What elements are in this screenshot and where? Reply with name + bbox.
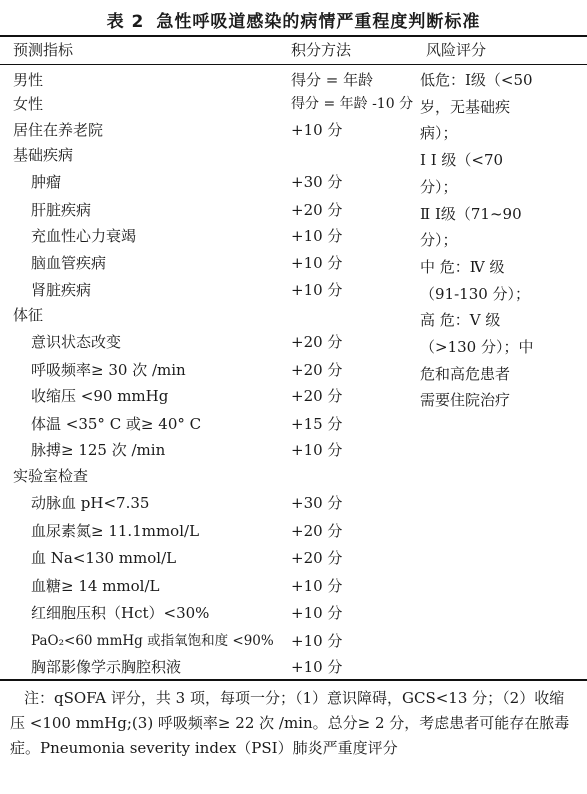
table-row [0,67,410,94]
table-row [0,302,410,329]
table-row [0,437,410,464]
indicator-cell: 脉搏≥ 125 次 /min [31,441,166,459]
score-cell: +10 分 [291,281,343,299]
table-row [0,91,414,118]
table-row [0,654,410,681]
indicator-cell: 女性 [13,95,44,113]
risk-line: 岁，无基础疾 [420,97,511,116]
risk-line: 需要住院治疗 [420,391,511,410]
indicator-cell: 动脉血 pH<7.35 [31,494,150,512]
table-row [0,573,410,600]
risk-line: 高 危：Ⅴ 级 [420,311,501,330]
header-score: 积分方法 [291,41,352,59]
indicator-cell: 肿瘤 [31,173,62,191]
table-row [0,357,410,384]
risk-line: 分）； [420,177,458,196]
risk-score-cell [420,67,572,414]
indicator-cell: 血 Na<130 mmol/L [31,549,177,567]
score-cell: +10 分 [291,121,343,139]
score-cell: +20 分 [291,522,343,540]
table-row [0,411,410,438]
risk-line: 病）； [420,124,458,143]
score-cell: +30 分 [291,173,343,191]
header-rule [0,64,587,65]
score-cell: 得分 = 年龄 [291,71,374,89]
table-row [0,490,410,517]
score-cell: +20 分 [291,361,343,379]
risk-line: Ⅰ Ⅰ 级（<70 [420,151,504,170]
indicator-cell: 体温 <35° C 或≥ 40° C [31,415,202,433]
indicator-cell: 肝脏疾病 [31,201,92,219]
table-row [0,600,410,627]
score-cell: +20 分 [291,387,343,405]
indicator-cell: 基础疾病 [13,146,74,164]
table-caption [0,7,587,32]
indicator-cell: 意识状态改变 [31,333,122,351]
score-cell: +20 分 [291,549,343,567]
indicator-cell: 充血性心力衰竭 [31,227,137,245]
table-row [0,463,410,490]
table-row [0,383,410,410]
table-row [0,329,410,356]
score-cell: +10 分 [291,577,343,595]
top-rule [0,35,587,37]
table-title: 急性呼吸道感染的病情严重程度判断标准 [156,12,481,32]
indicator-cell: 体征 [13,306,44,324]
table-row [0,628,410,655]
table-row [0,197,410,224]
table-row [0,277,410,304]
indicator-cell: 实验室检查 [13,467,89,485]
indicator-cell: 红细胞压积（Hct）<30% [31,604,210,622]
risk-line: 低危：Ⅰ级（<50 [420,71,533,89]
bottom-rule [0,679,587,681]
score-cell: +10 分 [291,227,343,245]
table-row [0,518,410,545]
indicator-cell: 肾脏疾病 [31,281,92,299]
score-cell: +20 分 [291,201,343,219]
score-cell: +15 分 [291,415,343,433]
table-note: 注：qSOFA 评分，共 3 项，每项一分；（1）意识障碍，GCS<13 分；（2）收缩压 <100 mmHg;(3) 呼吸频率≥ 22 次 /min。总分≥ 2 分，考虑患者可能存在脓毒症。Pneumonia severity index（PSI）肺炎严重度评分 [10,689,570,757]
table-row [0,545,410,572]
table-row [0,223,410,250]
header-indicator: 预测指标 [13,41,74,59]
indicator-cell: 胸部影像学示胸腔积液 [31,658,182,676]
indicator-cell: 男性 [13,71,44,89]
indicator-cell: 脑血管疾病 [31,254,107,272]
risk-line: 危和高危患者 [420,364,511,383]
indicator-cell: 血尿素氮≥ 11.1mmol/L [31,522,200,540]
indicator-cell: 呼吸频率≥ 30 次 /min [31,361,186,379]
risk-line: 分）； [420,231,458,250]
score-cell: +20 分 [291,333,343,351]
risk-line: （91-130 分）； [420,284,531,303]
indicator-cell: 血糖≥ 14 mmol/L [31,577,160,595]
table-number: 表 2 [106,12,145,32]
risk-line: Ⅱ Ⅰ级（71~90 [420,204,522,223]
table-row [0,117,410,144]
indicator-cell: PaO₂<60 mmHg 或指氧饱和度 <90% [31,633,274,649]
risk-line: 中 危：Ⅳ 级 [420,257,505,276]
indicator-cell: 居住在养老院 [13,121,104,139]
score-cell: +30 分 [291,494,343,512]
table-row [0,142,410,169]
score-cell: +10 分 [291,632,343,650]
score-cell: 得分 = 年龄 -10 分 [291,96,414,112]
header-risk: 风险评分 [426,41,487,59]
score-cell: +10 分 [291,441,343,459]
score-cell: +10 分 [291,254,343,272]
risk-line: （>130 分）；中 [420,338,534,357]
score-cell: +10 分 [291,604,343,622]
table-row [0,169,410,196]
indicator-cell: 收缩压 <90 mmHg [31,387,169,405]
score-cell: +10 分 [291,658,343,676]
table-row [0,250,410,277]
